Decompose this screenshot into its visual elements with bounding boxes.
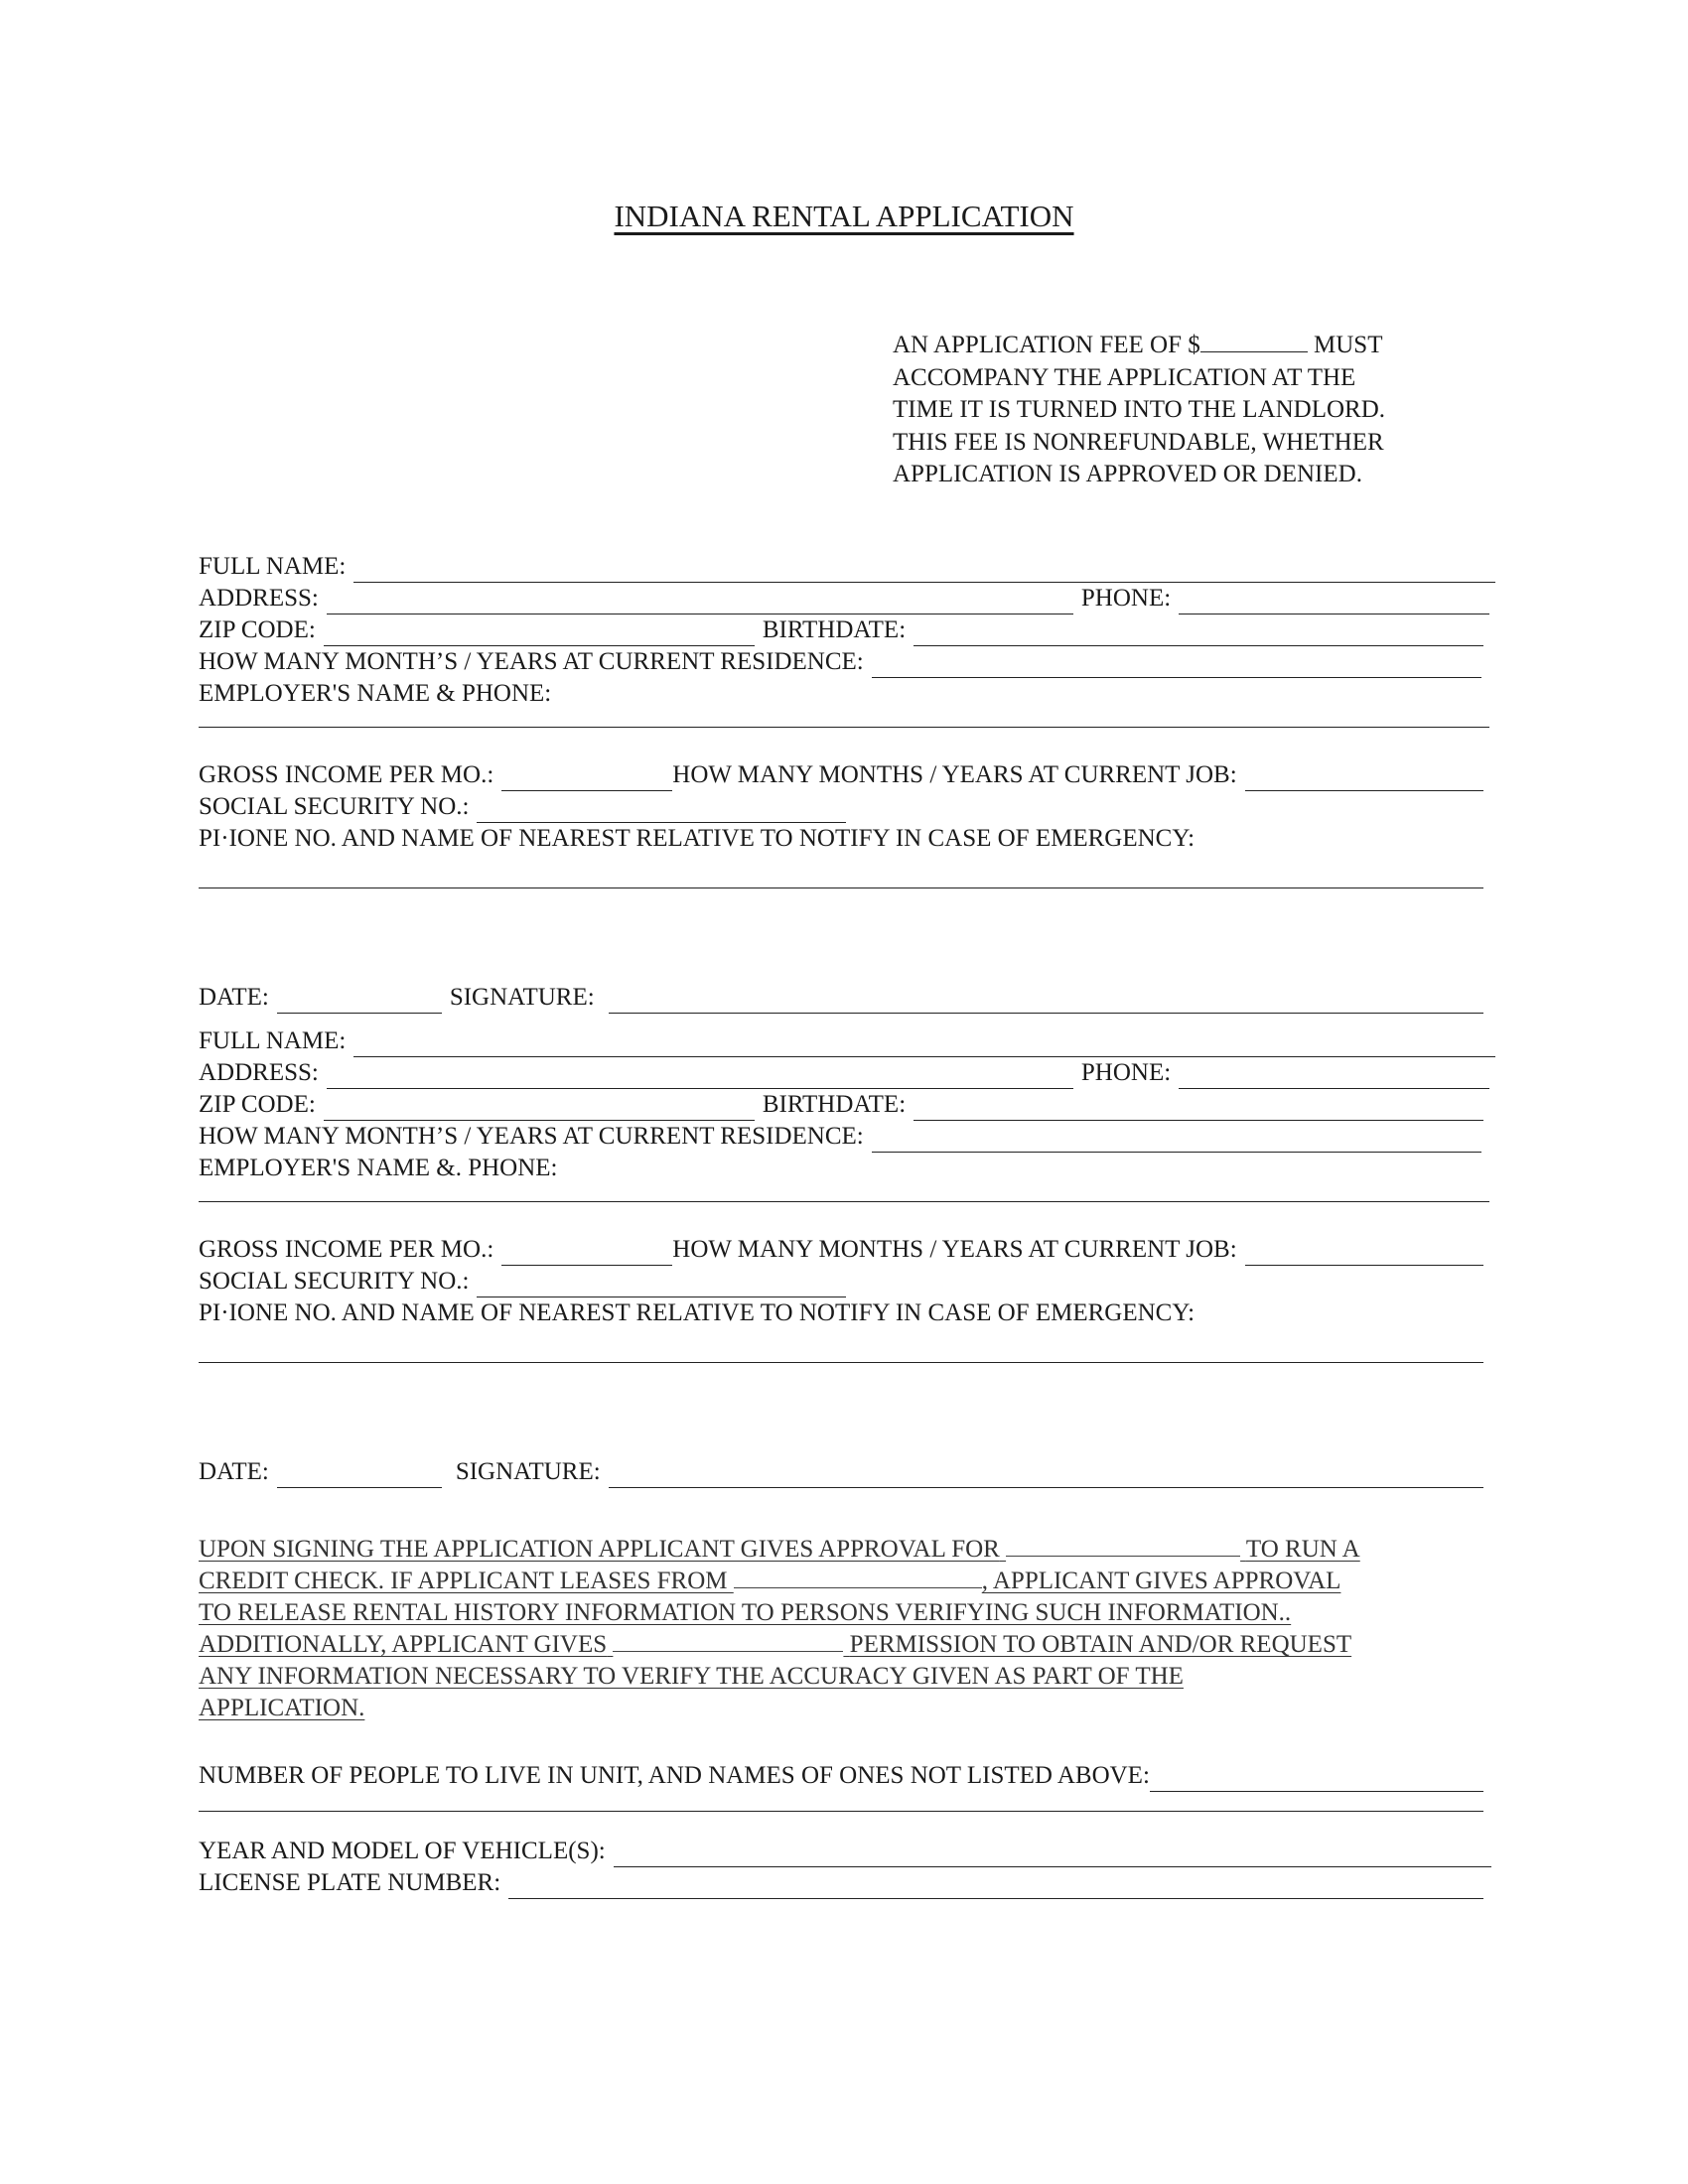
income-label: GROSS INCOME PER MO.: — [199, 761, 494, 788]
zip-field[interactable] — [324, 621, 755, 646]
phone-label: PHONE: — [1080, 1059, 1172, 1086]
residence-label: HOW MANY MONTH’S / YEARS AT CURRENT RESIDENCE: — [199, 1123, 864, 1150]
consent-line-4b: PERMISSION TO OBTAIN AND/OR REQUEST — [849, 1631, 1352, 1658]
income-field[interactable] — [501, 1241, 672, 1266]
occupants-field[interactable] — [1150, 1767, 1483, 1792]
address-field[interactable] — [327, 590, 1073, 614]
job-tenure-field[interactable] — [1245, 1241, 1483, 1266]
birthdate-label: BIRTHDATE: — [762, 616, 907, 643]
employer-line-wrap — [199, 1200, 1489, 1234]
emergency-field[interactable] — [199, 1361, 1483, 1363]
income-field[interactable] — [501, 766, 672, 791]
phone-field[interactable] — [1179, 590, 1489, 614]
vehicle-field[interactable] — [614, 1843, 1491, 1867]
consent-line-2a: CREDIT CHECK. IF APPLICANT LEASES FROM — [199, 1568, 728, 1594]
consent-line-5: ANY INFORMATION NECESSARY TO VERIFY THE ACCURACY GIVEN AS PART OF THE — [199, 1663, 1184, 1690]
address-label: ADDRESS: — [199, 585, 319, 612]
birthdate-label: BIRTHDATE: — [762, 1091, 907, 1118]
fee-line-1a: AN APPLICATION FEE OF $ — [893, 332, 1200, 358]
ssn-label: SOCIAL SECURITY NO.: — [199, 793, 470, 820]
applicant-2-section — [199, 1025, 1489, 1488]
occupants-line-wrap — [199, 1810, 1489, 1836]
consent-line-1a: UPON SIGNING THE APPLICATION APPLICANT GIVES APPROVAL FOR — [199, 1536, 1000, 1563]
application-fee-notice — [893, 330, 1449, 491]
date-field[interactable] — [277, 1463, 442, 1488]
full-name-field[interactable] — [353, 1032, 1495, 1057]
signature-field[interactable] — [609, 989, 1483, 1014]
document-title: INDIANA RENTAL APPLICATION — [614, 199, 1074, 233]
fee-line-5: APPLICATION IS APPROVED OR DENIED. — [893, 461, 1362, 487]
full-name-label: FULL NAME: — [199, 553, 347, 580]
full-name-field[interactable] — [353, 558, 1495, 583]
emergency-line-wrap — [199, 887, 1489, 920]
plate-field[interactable] — [508, 1874, 1483, 1899]
employer-field[interactable] — [199, 1200, 1489, 1202]
consent-line-4a: ADDITIONALLY, APPLICANT GIVES — [199, 1631, 608, 1658]
fee-line-4: THIS FEE IS NONREFUNDABLE, WHETHER — [893, 428, 1384, 456]
residence-field[interactable] — [872, 1128, 1481, 1153]
employer-line-wrap — [199, 726, 1489, 759]
consent-line-2b: , APPLICANT GIVES APPROVAL — [981, 1568, 1341, 1594]
birthdate-field[interactable] — [914, 1096, 1483, 1121]
phone-label: PHONE: — [1080, 585, 1172, 612]
landlord-name-blank-2[interactable] — [734, 1568, 982, 1588]
ssn-field[interactable] — [477, 1273, 846, 1297]
date-label: DATE: — [199, 1458, 269, 1485]
address-field[interactable] — [327, 1064, 1073, 1089]
fee-line-1b: MUST — [1307, 332, 1383, 358]
employer-label: EMPLOYER'S NAME &. PHONE: — [199, 1155, 558, 1181]
job-tenure-field[interactable] — [1245, 766, 1483, 791]
occupants-extra-field[interactable] — [199, 1810, 1483, 1812]
fee-line-2: ACCOMPANY THE APPLICATION AT THE — [893, 363, 1356, 391]
zip-field[interactable] — [324, 1096, 755, 1121]
income-label: GROSS INCOME PER MO.: — [199, 1236, 494, 1263]
job-tenure-label: HOW MANY MONTHS / YEARS AT CURRENT JOB: — [672, 761, 1237, 788]
full-name-label: FULL NAME: — [199, 1027, 347, 1054]
date-label: DATE: — [199, 984, 269, 1011]
zip-label: ZIP CODE: — [199, 1091, 316, 1118]
residence-field[interactable] — [872, 653, 1481, 678]
emergency-label: PI·IONE NO. AND NAME OF NEAREST RELATIVE TO NOTIFY IN CASE OF EMERGENCY: — [199, 825, 1196, 852]
fee-amount-blank[interactable] — [1200, 350, 1308, 352]
plate-label: LICENSE PLATE NUMBER: — [199, 1869, 501, 1896]
credit-check-consent — [199, 1534, 1489, 1724]
emergency-label: PI·IONE NO. AND NAME OF NEAREST RELATIVE TO NOTIFY IN CASE OF EMERGENCY: — [199, 1299, 1196, 1326]
zip-label: ZIP CODE: — [199, 616, 316, 643]
phone-field[interactable] — [1179, 1064, 1489, 1089]
occupants-vehicle-section — [199, 1760, 1489, 1899]
date-field[interactable] — [277, 989, 442, 1014]
occupants-label: NUMBER OF PEOPLE TO LIVE IN UNIT, AND NAMES OF ONES NOT LISTED ABOVE: — [199, 1762, 1150, 1789]
landlord-name-blank-3[interactable] — [613, 1631, 843, 1652]
employer-field[interactable] — [199, 726, 1489, 728]
signature-label: SIGNATURE: — [455, 1458, 601, 1485]
consent-line-1b: TO RUN A — [1245, 1536, 1360, 1563]
residence-label: HOW MANY MONTH’S / YEARS AT CURRENT RESIDENCE: — [199, 648, 864, 675]
applicant-1-section — [199, 551, 1489, 1014]
ssn-label: SOCIAL SECURITY NO.: — [199, 1268, 470, 1295]
landlord-name-blank-1[interactable] — [1006, 1536, 1240, 1557]
consent-line-6: APPLICATION. — [199, 1695, 365, 1721]
employer-label: EMPLOYER'S NAME & PHONE: — [199, 680, 552, 707]
signature-field[interactable] — [609, 1463, 1483, 1488]
vehicle-label: YEAR AND MODEL OF VEHICLE(S): — [199, 1838, 606, 1864]
birthdate-field[interactable] — [914, 621, 1483, 646]
consent-line-3: TO RELEASE RENTAL HISTORY INFORMATION TO PERSONS VERIFYING SUCH INFORMATION.. — [199, 1599, 1292, 1626]
signature-label: SIGNATURE: — [449, 984, 595, 1011]
ssn-field[interactable] — [477, 798, 846, 823]
emergency-line-wrap — [199, 1361, 1489, 1395]
emergency-field[interactable] — [199, 887, 1483, 888]
job-tenure-label: HOW MANY MONTHS / YEARS AT CURRENT JOB: — [672, 1236, 1237, 1263]
document-title-wrap — [0, 199, 1688, 234]
address-label: ADDRESS: — [199, 1059, 319, 1086]
fee-line-3: TIME IT IS TURNED INTO THE LANDLORD. — [893, 396, 1386, 423]
